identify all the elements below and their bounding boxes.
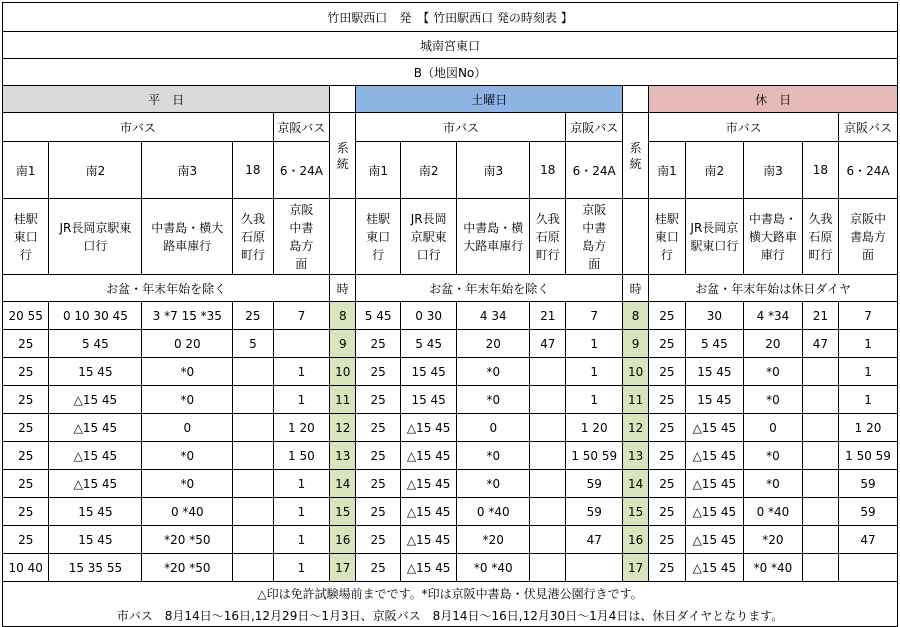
destination: 中書島・横大路車庫行: [142, 199, 233, 275]
departure-cell: 0: [457, 414, 530, 442]
departure-cell: 25: [3, 414, 49, 442]
departure-cell: 1 50 59: [839, 442, 898, 470]
route-number: 南2: [49, 142, 142, 199]
departure-cell: 1 20: [273, 414, 330, 442]
departure-cell: 20: [457, 330, 530, 358]
departure-cell: 25: [649, 526, 685, 554]
departure-cell: △15 45: [685, 554, 744, 582]
destination: 久我石原町行: [530, 199, 566, 275]
timetable-row: [3, 498, 898, 526]
route-number: 18: [530, 142, 566, 199]
departure-cell: 15 45: [685, 358, 744, 386]
departure-cell: 59: [839, 470, 898, 498]
note-saturday: お盆・年末年始を除く: [356, 275, 623, 302]
departure-cell: *0: [744, 358, 803, 386]
section-holiday: 休 日: [649, 86, 898, 113]
route-number: 南2: [400, 142, 457, 199]
departure-cell: [273, 330, 330, 358]
departure-cell: 25: [356, 358, 400, 386]
departure-cell: 10 40: [3, 554, 49, 582]
hour-header: 時: [330, 275, 356, 302]
destination: 京阪中書島方面: [566, 199, 623, 275]
route-number: 18: [802, 142, 838, 199]
departure-cell: *0 *40: [457, 554, 530, 582]
timetable: [2, 2, 898, 627]
departure-cell: 25: [649, 414, 685, 442]
departure-cell: △15 45: [685, 526, 744, 554]
note-weekday: お盆・年末年始を除く: [3, 275, 330, 302]
departure-cell: 1: [839, 358, 898, 386]
departure-cell: 4 34: [457, 302, 530, 330]
departure-cell: [530, 498, 566, 526]
route-number: 南3: [142, 142, 233, 199]
departure-cell: 1: [839, 330, 898, 358]
departure-cell: △15 45: [49, 386, 142, 414]
departure-cell: 1: [273, 470, 330, 498]
departure-cell: 1 50: [273, 442, 330, 470]
departure-cell: [802, 526, 838, 554]
hour-cell: 12: [330, 414, 356, 442]
departure-cell: [530, 554, 566, 582]
departure-cell: 5 45: [685, 330, 744, 358]
departure-cell: 47: [566, 526, 623, 554]
destination: 京阪中書島方面: [273, 199, 330, 275]
departure-cell: [530, 526, 566, 554]
departure-cell: [802, 554, 838, 582]
destination: 京阪中書島方面: [839, 199, 898, 275]
departure-cell: 25: [649, 498, 685, 526]
departure-cell: △15 45: [685, 470, 744, 498]
departure-cell: 20: [744, 330, 803, 358]
destination: 中書島・横大路車庫行: [744, 199, 803, 275]
departure-cell: 59: [566, 498, 623, 526]
departure-cell: *20 *50: [142, 554, 233, 582]
route-number: 南3: [457, 142, 530, 199]
operator-city: 市バス: [356, 113, 566, 142]
hour-cell: 8: [623, 302, 649, 330]
departure-cell: 0: [744, 414, 803, 442]
departure-cell: 1: [273, 526, 330, 554]
departure-cell: 47: [839, 526, 898, 554]
route-number: 18: [233, 142, 273, 199]
departure-cell: *20 *50: [142, 526, 233, 554]
departure-cell: 25: [3, 526, 49, 554]
departure-cell: *0: [142, 470, 233, 498]
hour-cell: 9: [623, 330, 649, 358]
departure-cell: *0: [142, 358, 233, 386]
departure-cell: [839, 554, 898, 582]
departure-cell: 5: [233, 330, 273, 358]
departure-cell: 1 20: [566, 414, 623, 442]
hour-cell: 15: [330, 498, 356, 526]
operator-keihan: 京阪バス: [273, 113, 330, 142]
footnote-marks: △印は免許試験場前までです。*印は京阪中書島・伏見港公園行きです。: [3, 582, 898, 605]
note-holiday: お盆・年末年始は休日ダイヤ: [649, 275, 898, 302]
departure-cell: 59: [839, 498, 898, 526]
operator-city: 市バス: [649, 113, 839, 142]
departure-cell: 25: [649, 386, 685, 414]
departure-cell: *0 *40: [744, 554, 803, 582]
departure-cell: *0: [744, 442, 803, 470]
departure-cell: [802, 414, 838, 442]
departure-cell: [802, 442, 838, 470]
departure-cell: [233, 526, 273, 554]
departure-cell: 25: [356, 526, 400, 554]
departure-cell: 15 45: [49, 358, 142, 386]
departure-cell: [802, 470, 838, 498]
departure-cell: 25: [3, 498, 49, 526]
departure-cell: 7: [273, 302, 330, 330]
departure-cell: △15 45: [685, 414, 744, 442]
departure-cell: 25: [649, 442, 685, 470]
departure-cell: 0: [142, 414, 233, 442]
departure-cell: 25: [3, 386, 49, 414]
destination: JR長岡京駅東口行: [400, 199, 457, 275]
hour-cell: 10: [623, 358, 649, 386]
departure-cell: 1: [273, 554, 330, 582]
departure-cell: *0: [457, 386, 530, 414]
timetable-row: [3, 386, 898, 414]
departure-cell: 25: [233, 302, 273, 330]
departure-cell: 25: [649, 470, 685, 498]
departure-cell: 3 *7 15 *35: [142, 302, 233, 330]
departure-cell: [233, 358, 273, 386]
hour-cell: 8: [330, 302, 356, 330]
departure-cell: [802, 358, 838, 386]
timetable-row: [3, 414, 898, 442]
route-number: 南3: [744, 142, 803, 199]
destination: 久我石原町行: [233, 199, 273, 275]
hour-cell: 11: [330, 386, 356, 414]
keitou-cell: [623, 199, 649, 275]
departure-cell: 25: [649, 554, 685, 582]
destination: JR長岡京駅東口行: [685, 199, 744, 275]
timetable-row: [3, 442, 898, 470]
departure-cell: [233, 414, 273, 442]
departure-cell: [530, 470, 566, 498]
section-saturday: 土曜日: [356, 86, 623, 113]
departure-cell: △15 45: [49, 442, 142, 470]
departure-cell: 15 45: [49, 526, 142, 554]
departure-cell: *0: [744, 470, 803, 498]
departure-cell: △15 45: [400, 470, 457, 498]
destination: 桂駅東口行: [649, 199, 685, 275]
departure-cell: △15 45: [400, 414, 457, 442]
hour-cell: 17: [330, 554, 356, 582]
departure-cell: 25: [3, 330, 49, 358]
hour-cell: 12: [623, 414, 649, 442]
hour-cell: 11: [623, 386, 649, 414]
hour-cell: 16: [330, 526, 356, 554]
route-number: 6・24A: [839, 142, 898, 199]
footnote-holiday-schedule: 市バス 8月14日～16日,12月29日～1月3日、京阪バス 8月14日～16日,12月30日～1月4日は、休日ダイヤとなります。: [3, 604, 898, 627]
departure-cell: 7: [566, 302, 623, 330]
header-blank: [623, 86, 649, 113]
departure-cell: 4 *34: [744, 302, 803, 330]
departure-cell: 25: [649, 302, 685, 330]
departure-cell: *0: [142, 386, 233, 414]
departure-cell: *20: [457, 526, 530, 554]
departure-cell: 0 10 30 45: [49, 302, 142, 330]
departure-cell: [530, 358, 566, 386]
keitou-cell: [330, 199, 356, 275]
timetable-row: [3, 330, 898, 358]
keitou-label: 系統: [330, 113, 356, 199]
destination: 中書島・横大路車庫行: [457, 199, 530, 275]
departure-cell: 0 30: [400, 302, 457, 330]
departure-cell: [802, 386, 838, 414]
departure-cell: △15 45: [400, 554, 457, 582]
departure-cell: *0: [457, 442, 530, 470]
departure-cell: 5 45: [356, 302, 400, 330]
timetable-row: [3, 526, 898, 554]
departure-cell: 25: [356, 414, 400, 442]
hour-cell: 14: [330, 470, 356, 498]
departure-cell: 0 20: [142, 330, 233, 358]
stop-name: 城南宮東口: [3, 32, 898, 59]
destination: 桂駅東口行: [356, 199, 400, 275]
departure-cell: 15 45: [49, 498, 142, 526]
departure-cell: 20 55: [3, 302, 49, 330]
departure-cell: △15 45: [685, 498, 744, 526]
departure-cell: 25: [3, 442, 49, 470]
departure-cell: 30: [685, 302, 744, 330]
departure-cell: 25: [3, 470, 49, 498]
departure-cell: 25: [356, 442, 400, 470]
departure-cell: △15 45: [49, 414, 142, 442]
hour-header: 時: [623, 275, 649, 302]
departure-cell: 25: [649, 330, 685, 358]
hour-cell: 13: [623, 442, 649, 470]
departure-cell: 1: [273, 386, 330, 414]
departure-cell: 1 20: [839, 414, 898, 442]
timetable-row: [3, 358, 898, 386]
departure-cell: △15 45: [400, 442, 457, 470]
departure-cell: *0: [744, 386, 803, 414]
hour-cell: 17: [623, 554, 649, 582]
departure-cell: [802, 498, 838, 526]
route-number: 南1: [3, 142, 49, 199]
departure-cell: 47: [530, 330, 566, 358]
destination: JR長岡京駅東口行: [49, 199, 142, 275]
header-blank: [330, 86, 356, 113]
route-number: 南2: [685, 142, 744, 199]
departure-cell: *0: [457, 470, 530, 498]
page-title: 竹田駅西口 発 【 竹田駅西口 発の時刻表 】: [3, 3, 898, 32]
departure-cell: *20: [744, 526, 803, 554]
departure-cell: 25: [356, 330, 400, 358]
departure-cell: [233, 386, 273, 414]
hour-cell: 9: [330, 330, 356, 358]
departure-cell: [233, 442, 273, 470]
timetable-row: [3, 554, 898, 582]
departure-cell: 0 *40: [142, 498, 233, 526]
departure-cell: 25: [649, 358, 685, 386]
departure-cell: [233, 470, 273, 498]
departure-cell: 25: [356, 470, 400, 498]
departure-cell: 1: [566, 386, 623, 414]
destination: 桂駅東口行: [3, 199, 49, 275]
departure-cell: 0 *40: [744, 498, 803, 526]
departure-cell: △15 45: [400, 498, 457, 526]
timetable-row: [3, 470, 898, 498]
route-number: 南1: [649, 142, 685, 199]
departure-cell: △15 45: [685, 442, 744, 470]
departure-cell: 25: [3, 358, 49, 386]
departure-cell: *0: [142, 442, 233, 470]
departure-cell: 15 35 55: [49, 554, 142, 582]
departure-cell: 1 50 59: [566, 442, 623, 470]
departure-cell: 59: [566, 470, 623, 498]
departure-cell: 1: [566, 330, 623, 358]
departure-cell: 25: [356, 554, 400, 582]
hour-cell: 10: [330, 358, 356, 386]
route-number: 6・24A: [566, 142, 623, 199]
hour-cell: 15: [623, 498, 649, 526]
operator-keihan: 京阪バス: [839, 113, 898, 142]
departure-cell: 5 45: [49, 330, 142, 358]
departure-cell: 1: [566, 358, 623, 386]
route-number: 南1: [356, 142, 400, 199]
route-number: 6・24A: [273, 142, 330, 199]
departure-cell: [566, 554, 623, 582]
departure-cell: [530, 386, 566, 414]
departure-cell: △15 45: [400, 526, 457, 554]
keitou-label: 系統: [623, 113, 649, 199]
departure-cell: 21: [530, 302, 566, 330]
timetable-row: [3, 302, 898, 330]
destination: 久我石原町行: [802, 199, 838, 275]
departure-cell: 15 45: [685, 386, 744, 414]
operator-keihan: 京阪バス: [566, 113, 623, 142]
departure-cell: 25: [356, 386, 400, 414]
hour-cell: 14: [623, 470, 649, 498]
departure-cell: [530, 442, 566, 470]
section-weekday: 平 日: [3, 86, 330, 113]
departure-cell: 21: [802, 302, 838, 330]
operator-city: 市バス: [3, 113, 274, 142]
departure-cell: 1: [839, 386, 898, 414]
departure-cell: [530, 414, 566, 442]
departure-cell: 47: [802, 330, 838, 358]
hour-cell: 13: [330, 442, 356, 470]
departure-cell: 1: [273, 498, 330, 526]
departure-cell: 5 45: [400, 330, 457, 358]
departure-cell: 1: [273, 358, 330, 386]
hour-cell: 16: [623, 526, 649, 554]
departure-cell: [233, 498, 273, 526]
departure-cell: 25: [356, 498, 400, 526]
stop-location: B（地図No）: [3, 59, 898, 86]
departure-cell: 0 *40: [457, 498, 530, 526]
departure-cell: 7: [839, 302, 898, 330]
departure-cell: *0: [457, 358, 530, 386]
departure-cell: [233, 554, 273, 582]
departure-cell: 15 45: [400, 386, 457, 414]
departure-cell: △15 45: [49, 470, 142, 498]
departure-cell: 15 45: [400, 358, 457, 386]
